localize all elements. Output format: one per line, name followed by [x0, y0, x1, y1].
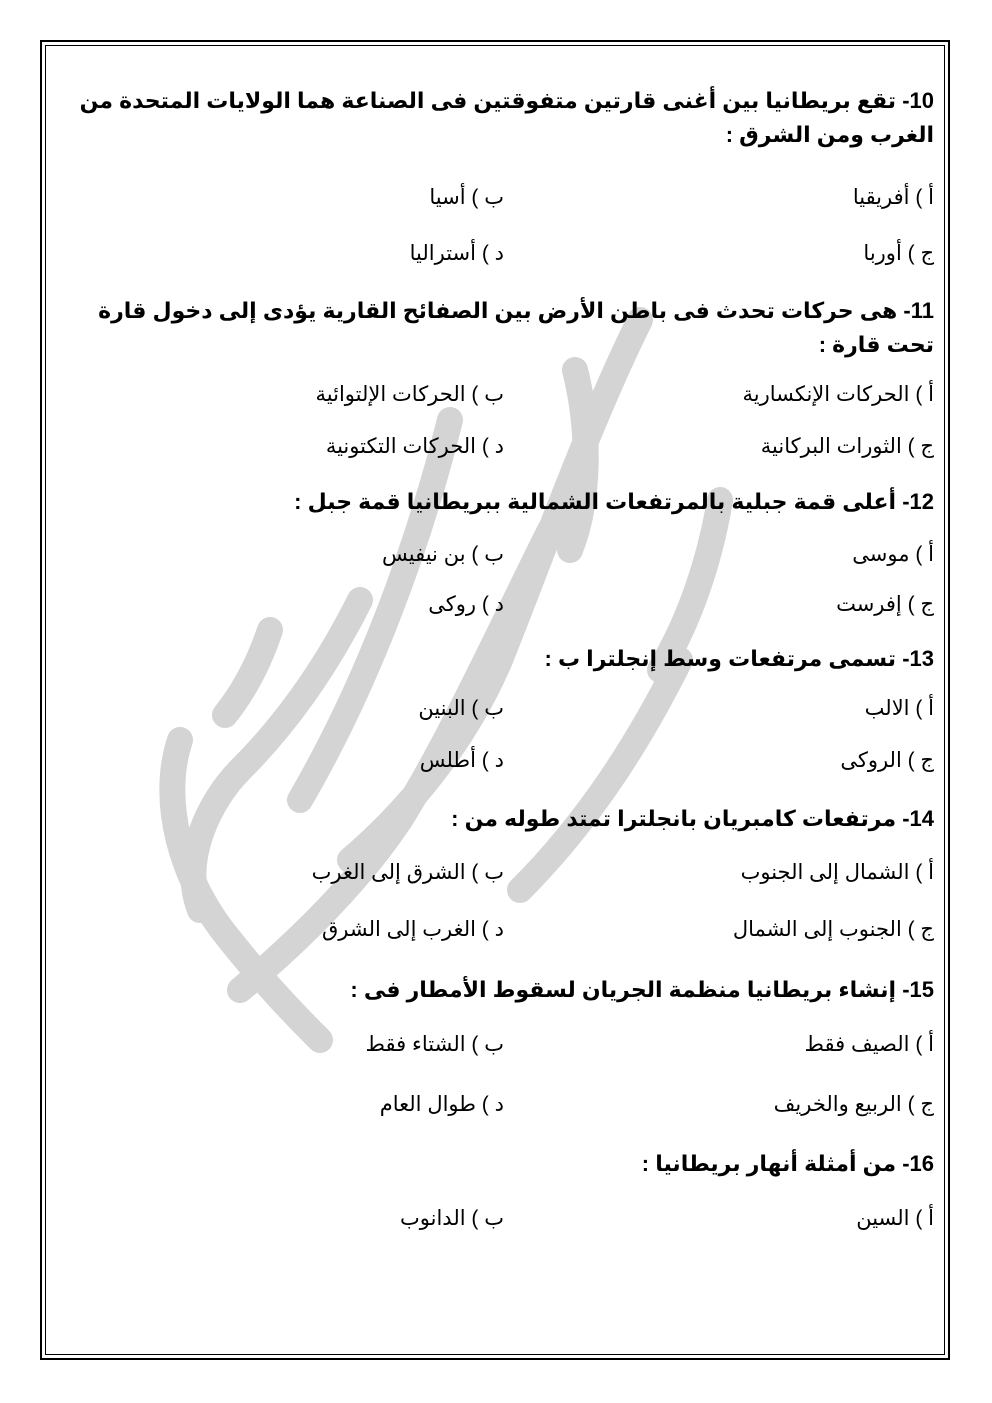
option-c[interactable]: ج ) إفرست: [836, 593, 934, 616]
question-number: 15-: [902, 977, 934, 1002]
option-b[interactable]: ب ) البنين: [418, 697, 504, 720]
question-text: تقع بريطانيا بين أغنى قارتين متفوقتين فى الصناعة هما الولايات المتحدة من الغرب ومن الشرق :: [79, 88, 934, 147]
option-c[interactable]: ج ) أوربا: [863, 242, 934, 265]
option-d[interactable]: د ) أستراليا: [409, 242, 504, 265]
option-d[interactable]: د ) أطلس: [419, 749, 504, 772]
question-text: أعلى قمة جبلية بالمرتفعات الشمالية ببريطانيا قمة جبل :: [294, 489, 897, 514]
option-d[interactable]: د ) روكى: [428, 593, 504, 616]
option-a[interactable]: أ ) الصيف فقط: [804, 1033, 934, 1056]
question-13: [58, 642, 934, 676]
question-15: [58, 973, 934, 1007]
option-d[interactable]: د ) الغرب إلى الشرق: [322, 918, 504, 941]
option-c[interactable]: ج ) الربيع والخريف: [773, 1093, 934, 1116]
option-b[interactable]: ب ) الشتاء فقط: [365, 1033, 504, 1056]
question-number: 13-: [902, 646, 934, 671]
option-a[interactable]: أ ) أفريقيا: [852, 186, 934, 209]
option-d[interactable]: د ) طوال العام: [379, 1093, 504, 1116]
option-a[interactable]: أ ) الشمال إلى الجنوب: [740, 861, 934, 884]
option-a[interactable]: أ ) موسى: [852, 543, 934, 566]
option-c[interactable]: ج ) الثورات البركانية: [760, 435, 934, 458]
option-b[interactable]: ب ) أسيا: [429, 186, 504, 209]
question-11: [58, 294, 934, 362]
question-16: [58, 1147, 934, 1181]
option-c[interactable]: ج ) الجنوب إلى الشمال: [732, 918, 934, 941]
question-10: [58, 84, 934, 152]
option-a[interactable]: أ ) الحركات الإنكسارية: [742, 383, 934, 406]
option-b[interactable]: ب ) الحركات الإلتوائية: [315, 383, 504, 406]
option-b[interactable]: ب ) الشرق إلى الغرب: [311, 861, 504, 884]
question-12: [58, 485, 934, 519]
question-text: هى حركات تحدث فى باطن الأرض بين الصفائح القارية يؤدى إلى دخول قارة تحت قارة :: [98, 298, 934, 357]
question-text: إنشاء بريطانيا منظمة الجريان لسقوط الأمطار فى :: [350, 977, 897, 1002]
question-text: من أمثلة أنهار بريطانيا :: [641, 1151, 897, 1176]
question-number: 16-: [902, 1151, 934, 1176]
option-a[interactable]: أ ) الالب: [864, 697, 934, 720]
question-number: 10-: [902, 88, 934, 113]
option-b[interactable]: ب ) بن نيفيس: [381, 543, 504, 566]
option-c[interactable]: ج ) الروكى: [840, 749, 934, 772]
option-a[interactable]: أ ) السين: [856, 1207, 934, 1230]
question-text: مرتفعات كامبريان بانجلترا تمتد طوله من :: [451, 806, 897, 831]
question-number: 14-: [902, 806, 934, 831]
question-text: تسمى مرتفعات وسط إنجلترا ب :: [544, 646, 897, 671]
question-14: [58, 802, 934, 836]
question-number: 11-: [903, 298, 934, 323]
option-b[interactable]: ب ) الدانوب: [400, 1207, 504, 1230]
option-d[interactable]: د ) الحركات التكتونية: [325, 435, 504, 458]
question-number: 12-: [902, 489, 934, 514]
